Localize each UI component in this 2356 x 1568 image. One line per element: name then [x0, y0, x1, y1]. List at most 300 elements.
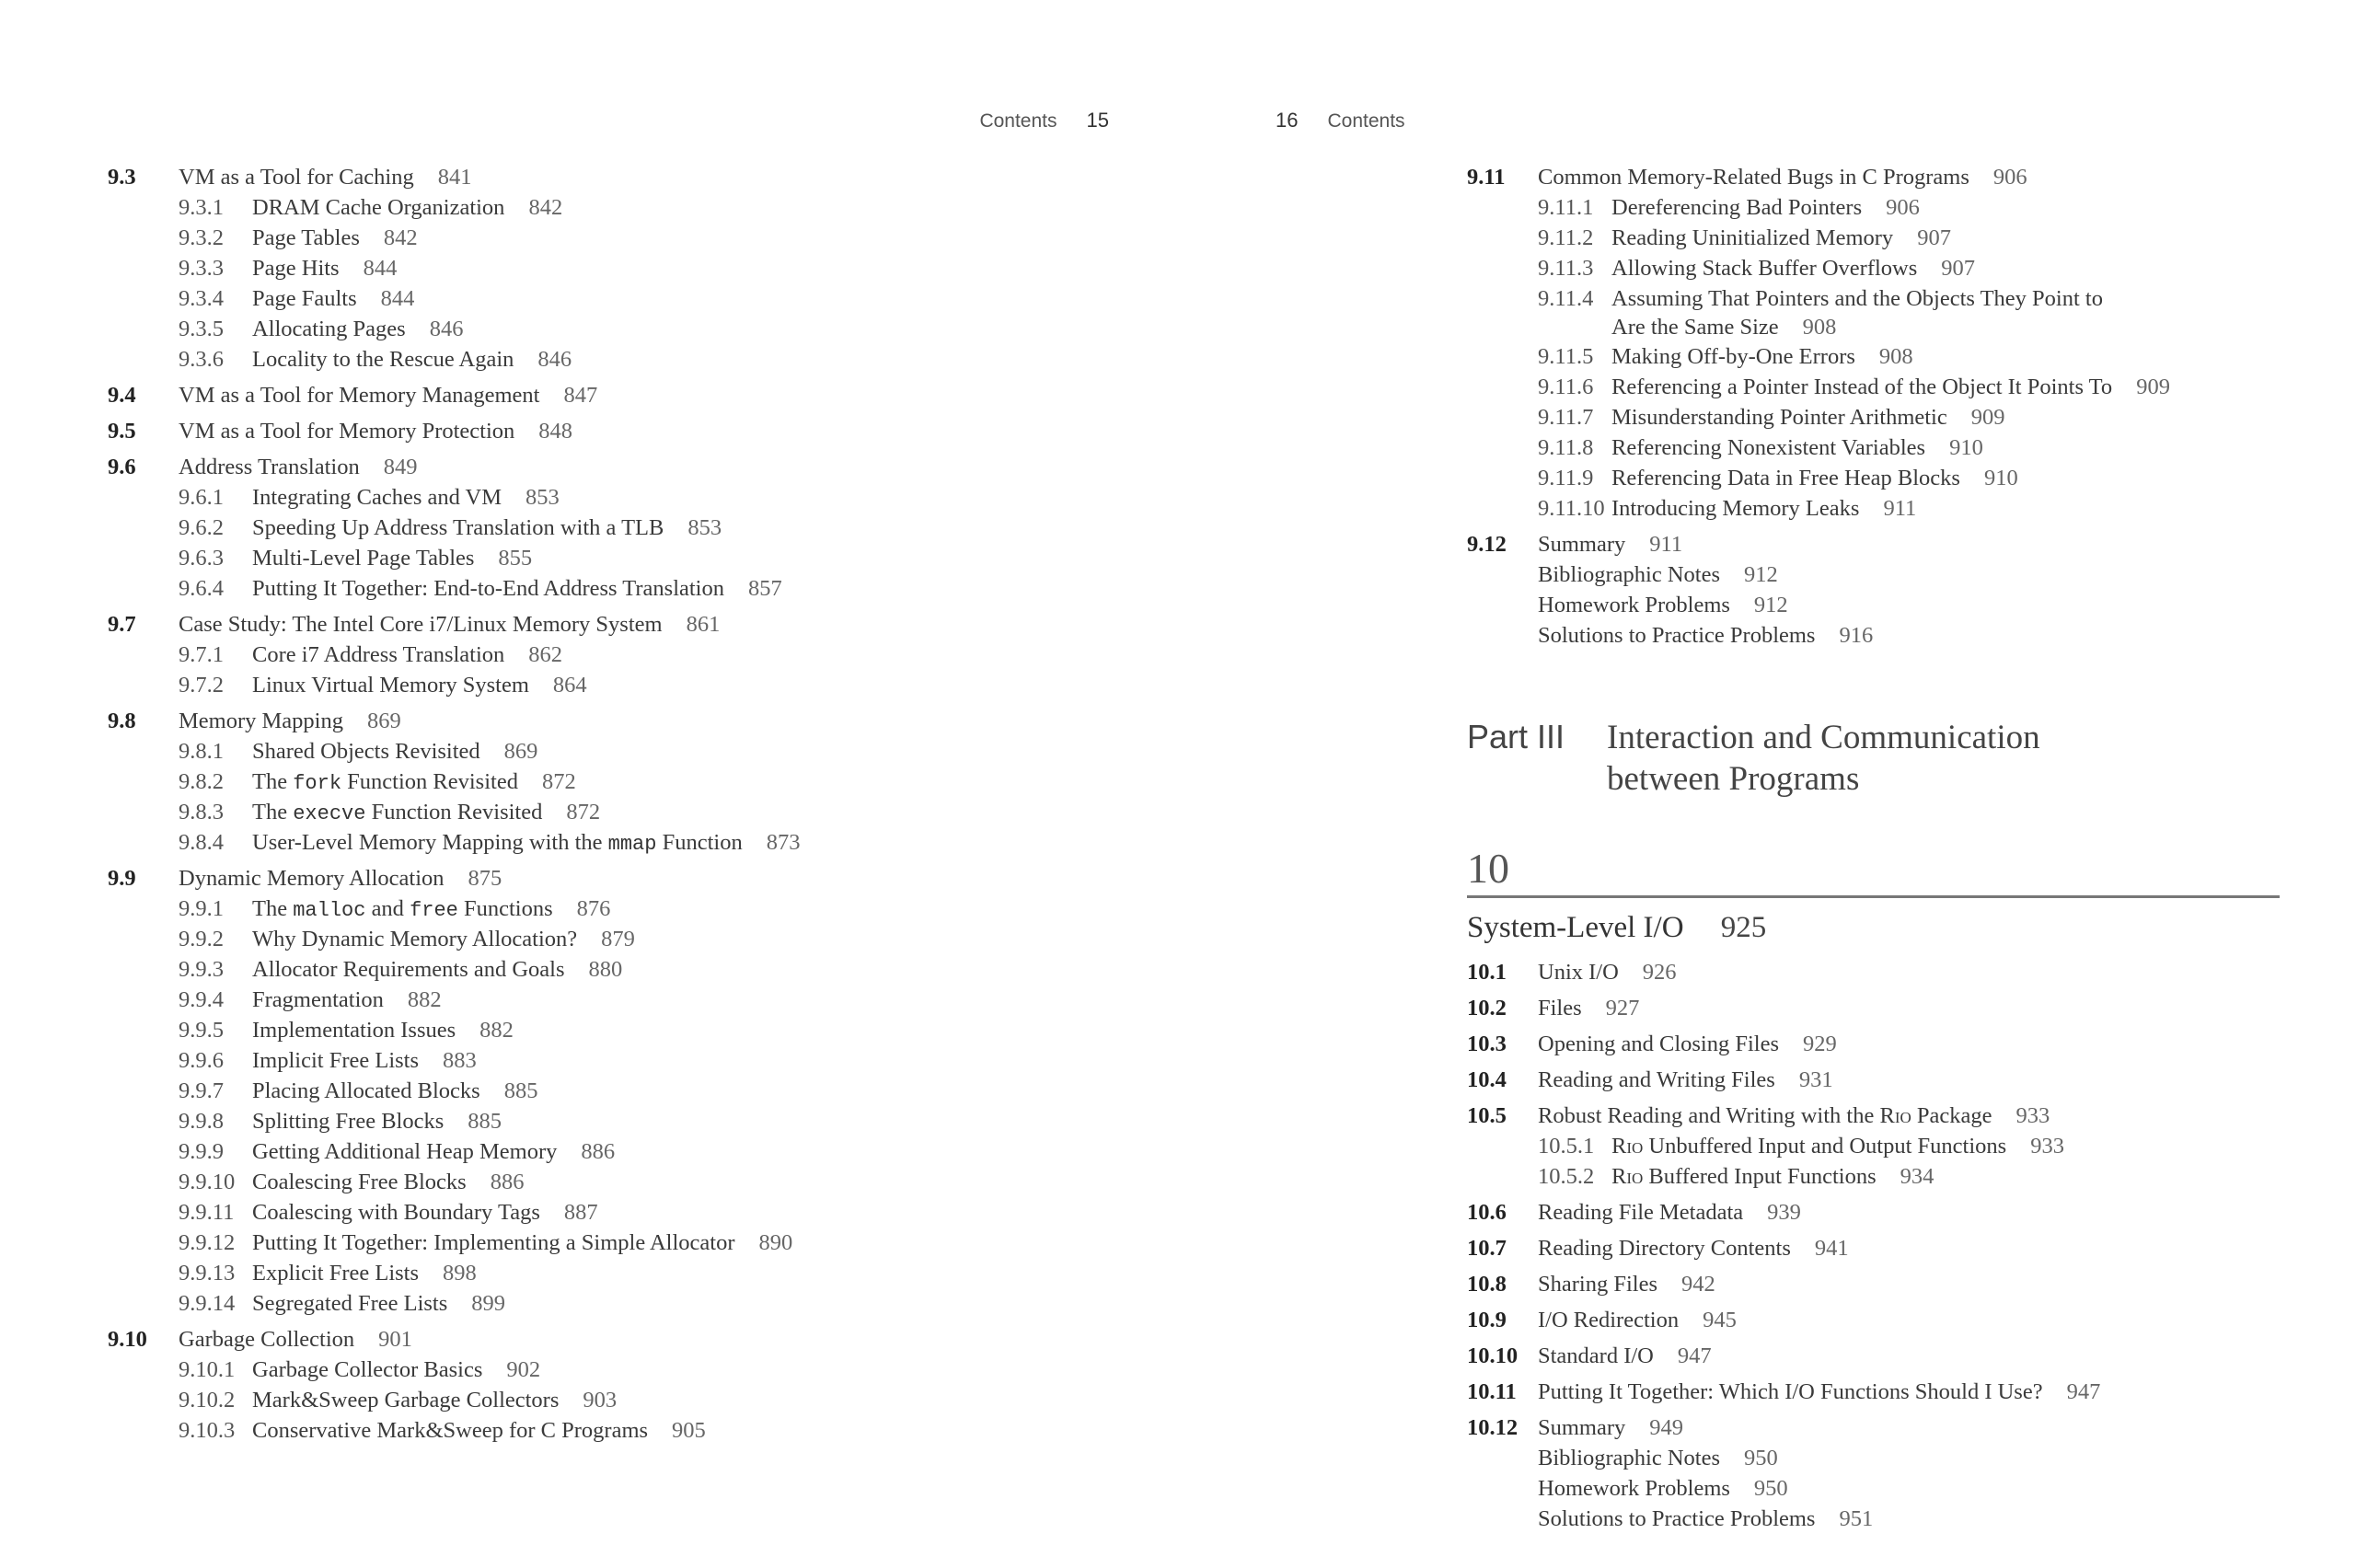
subsection-page: 882: [479, 1018, 514, 1043]
entry-title: Mark&Sweep Garbage Collectors: [252, 1388, 560, 1412]
subsection-page: 911: [1883, 496, 1917, 521]
entry-title: Bibliographic Notes: [1538, 562, 1721, 587]
toc-subsection[interactable]: [108, 797, 1120, 827]
toc-section[interactable]: [1467, 1341, 2295, 1371]
entry-title: Homework Problems: [1538, 593, 1730, 617]
section-title: Summary: [1538, 532, 1626, 557]
subsection-number: 9.3.6: [179, 347, 224, 372]
subsection-page: 902: [506, 1357, 541, 1382]
entry-title: Why Dynamic Memory Allocation?: [252, 927, 578, 951]
toc-section[interactable]: [108, 380, 1120, 410]
entry-title: Multi-Level Page Tables: [252, 546, 475, 571]
toc-subsection[interactable]: [108, 954, 1120, 985]
entry-title: User-Level Memory Mapping with the mmap Function: [252, 830, 743, 856]
subsection-page: 899: [471, 1291, 506, 1316]
toc-subsection[interactable]: [108, 640, 1120, 670]
subsection-number: 9.9.14: [179, 1291, 236, 1316]
toc-subsection[interactable]: [108, 1136, 1120, 1167]
subsection-page: 862: [528, 642, 563, 667]
entry-title: Garbage Collector Basics: [252, 1357, 483, 1382]
subsection-number: 9.9.12: [179, 1230, 236, 1255]
toc-extra[interactable]: [1467, 1443, 2295, 1473]
subsection-page: 908: [1802, 315, 1837, 340]
toc-extra[interactable]: [1467, 1504, 2295, 1534]
entry-title: Reading and Writing Files: [1538, 1067, 1775, 1092]
entry-title: Referencing Nonexistent Variables: [1611, 435, 1926, 460]
left-header-label: Contents: [979, 110, 1057, 132]
toc-subsection[interactable]: [108, 985, 1120, 1015]
subsection-number: 9.11.4: [1538, 286, 1594, 311]
toc-extra[interactable]: [1467, 1473, 2295, 1504]
chapter-title[interactable]: [1467, 909, 2295, 946]
toc-subsection[interactable]: [108, 513, 1120, 543]
subsection-page: 933: [2030, 1134, 2064, 1159]
part-title-line-2: between Programs: [1607, 760, 1860, 798]
entry-title: Rio Buffered Input Functions: [1611, 1164, 1877, 1189]
entry-title: Placing Allocated Blocks: [252, 1078, 480, 1103]
section-page: 911: [1649, 532, 1683, 557]
right-running-head: [1276, 109, 1405, 133]
section-page: 942: [1681, 1272, 1715, 1297]
subsection-number: 9.6.1: [179, 485, 224, 510]
subsection-page: 873: [766, 830, 801, 855]
toc-subsection[interactable]: [108, 1355, 1120, 1385]
entry-title: The execve Function Revisited: [252, 800, 543, 825]
toc-subsection[interactable]: [108, 1258, 1120, 1288]
entry-title: Robust Reading and Writing with the Rio Package: [1538, 1103, 1992, 1128]
subsection-number: 9.3.2: [179, 225, 224, 250]
extras-9-12: [1467, 559, 2295, 651]
toc-subsection[interactable]: [108, 283, 1120, 314]
subsection-number: 9.11.2: [1538, 225, 1594, 250]
entry-title: Address Translation: [179, 455, 360, 479]
subsection-number: 9.9.7: [179, 1078, 224, 1103]
toc-section[interactable]: [1467, 1305, 2295, 1335]
toc-subsection[interactable]: [108, 543, 1120, 573]
part-heading: [1467, 717, 2295, 800]
subsection-page: 883: [443, 1048, 477, 1073]
subsection-number: 9.6.3: [179, 546, 224, 571]
section-page: 869: [366, 709, 401, 733]
section-number: 9.10: [108, 1327, 147, 1352]
subsection-number: 9.3.5: [179, 317, 224, 341]
subsection-number: 9.6.4: [179, 576, 224, 601]
subsection-page: 876: [576, 896, 611, 921]
toc-subsection[interactable]: [108, 1167, 1120, 1197]
section-page: 947: [2066, 1379, 2101, 1404]
entry-title: Implicit Free Lists: [252, 1048, 419, 1073]
subsection-number: 9.9.13: [179, 1261, 236, 1286]
section-number: 10.9: [1467, 1308, 1507, 1332]
entry-title: Putting It Together: End-to-End Address Translation: [252, 576, 724, 601]
subsection-page: 905: [672, 1418, 706, 1443]
subsection-number: 9.10.1: [179, 1357, 236, 1382]
code-text: execve: [293, 802, 366, 825]
extra-page: 912: [1753, 593, 1788, 617]
entry-title: Putting It Together: Implementing a Simple Allocator: [252, 1230, 735, 1255]
subsection-number: 9.11.9: [1538, 466, 1594, 490]
subsection-number: 9.3.1: [179, 195, 224, 220]
entry-title: Reading Uninitialized Memory: [1611, 225, 1894, 250]
section-page: 929: [1803, 1032, 1837, 1056]
toc-subsection[interactable]: [108, 1045, 1120, 1076]
entry-title: Summary: [1538, 1415, 1626, 1440]
subsection-page: 907: [1941, 256, 1976, 281]
subsection-page: 872: [566, 800, 601, 824]
section-number: 9.5: [108, 419, 136, 444]
code-text: malloc: [293, 899, 366, 922]
subsection-number: 9.11.1: [1538, 195, 1594, 220]
entry-title: VM as a Tool for Memory Management: [179, 383, 540, 408]
section-number: 10.12: [1467, 1415, 1519, 1440]
toc-section[interactable]: [108, 609, 1120, 640]
subsection-number: 9.6.2: [179, 515, 224, 540]
toc-subsection[interactable]: [1467, 1161, 2295, 1192]
section-number: 9.6: [108, 455, 136, 479]
toc-section[interactable]: [1467, 993, 2295, 1023]
right-page: [1178, 0, 2356, 1568]
subsection-number: 9.9.10: [179, 1170, 236, 1194]
subsection-page: 853: [525, 485, 560, 510]
entry-title: Page Faults: [252, 286, 357, 311]
subsection-page: 882: [407, 987, 442, 1012]
toc-subsection[interactable]: [108, 924, 1120, 954]
chapter-page: 925: [1720, 911, 1767, 944]
toc-subsection[interactable]: [108, 1415, 1120, 1446]
entry-title: Bibliographic Notes: [1538, 1446, 1721, 1470]
toc-subsection[interactable]: [108, 767, 1120, 797]
entry-title: Shared Objects Revisited: [252, 739, 480, 764]
entry-title: Case Study: The Intel Core i7/Linux Memory System: [179, 612, 663, 637]
subsection-number: 9.7.2: [179, 673, 224, 698]
section-number: 10.5: [1467, 1103, 1507, 1128]
toc-subsection[interactable]: [1467, 223, 2295, 253]
entry-title: Making Off-by-One Errors: [1611, 344, 1855, 369]
subsection-page: 880: [588, 957, 623, 982]
subsection-page: 903: [583, 1388, 618, 1412]
chapter-10-sections: [1467, 957, 2295, 1534]
subsection-page: 846: [537, 347, 572, 372]
entry-title: Linux Virtual Memory System: [252, 673, 529, 698]
section-number: 10.11: [1467, 1379, 1517, 1404]
section-number: 10.10: [1467, 1343, 1519, 1368]
entry-title: Sharing Files: [1538, 1272, 1657, 1297]
entry-title: Putting It Together: Which I/O Functions Should I Use?: [1538, 1379, 2043, 1404]
toc-subsection[interactable]: [1467, 463, 2295, 493]
entry-title: Explicit Free Lists: [252, 1261, 419, 1286]
extra-page: 951: [1839, 1506, 1874, 1531]
toc-section[interactable]: [1467, 1197, 2295, 1228]
toc-section[interactable]: [1467, 162, 2295, 192]
toc-section[interactable]: [1467, 1233, 2295, 1263]
subsection-page: 885: [468, 1109, 502, 1134]
section-number: 9.7: [108, 612, 136, 637]
subsection-number: 9.9.1: [179, 896, 224, 921]
entry-title: VM as a Tool for Caching: [179, 165, 414, 190]
toc-subsection[interactable]: [1467, 402, 2295, 432]
subsection-number: 9.9.2: [179, 927, 224, 951]
toc-subsection[interactable]: [1467, 283, 2295, 314]
section-page: 941: [1814, 1236, 1849, 1261]
toc-subsection[interactable]: [108, 827, 1120, 858]
entry-title: The fork Function Revisited: [252, 769, 518, 795]
subsection-page: 844: [380, 286, 415, 311]
subsection-number: 9.9.8: [179, 1109, 224, 1134]
subsection-number: 9.9.9: [179, 1139, 224, 1164]
toc-section[interactable]: [1467, 1029, 2295, 1059]
subsection-number: 9.11.7: [1538, 405, 1594, 430]
entry-title: Splitting Free Blocks: [252, 1109, 445, 1134]
entry-title: DRAM Cache Organization: [252, 195, 505, 220]
subsection-page: 872: [541, 769, 576, 794]
right-page-number: 16: [1276, 109, 1299, 132]
toc-subsection[interactable]: [108, 736, 1120, 767]
section-page: 847: [563, 383, 598, 408]
subsections-9-11: [1467, 192, 2295, 524]
entry-title: Locality to the Rescue Again: [252, 347, 514, 372]
section-page: 949: [1649, 1415, 1684, 1440]
subsection-page: 886: [490, 1170, 525, 1194]
entry-title: Allocator Requirements and Goals: [252, 957, 565, 982]
entry-title: Rio Unbuffered Input and Output Functions: [1611, 1134, 2007, 1159]
section-number: 9.8: [108, 709, 136, 733]
toc-subsection[interactable]: [108, 482, 1120, 513]
subsection-number: 9.9.3: [179, 957, 224, 982]
left-page-number: 15: [1086, 109, 1109, 132]
subsection-number: 9.8.4: [179, 830, 224, 855]
toc-section[interactable]: [108, 416, 1120, 446]
entry-title: Integrating Caches and VM: [252, 485, 502, 510]
toc-subsection[interactable]: [108, 894, 1120, 924]
subsection-page: 910: [1983, 466, 2018, 490]
code-text: fork: [293, 772, 342, 795]
extra-page: 912: [1744, 562, 1778, 587]
toc-subsection[interactable]: [108, 1228, 1120, 1258]
section-number: 10.2: [1467, 996, 1507, 1020]
section-number: 10.4: [1467, 1067, 1507, 1092]
entry-title: Conservative Mark&Sweep for C Programs: [252, 1418, 649, 1443]
toc-subsection[interactable]: [108, 573, 1120, 604]
section-page: 906: [1992, 165, 2027, 190]
subsection-number: 9.10.2: [179, 1388, 236, 1412]
toc-subsection-continuation[interactable]: [1467, 314, 2295, 341]
section-page: 939: [1767, 1200, 1801, 1225]
section-page: 927: [1605, 996, 1640, 1020]
toc-section[interactable]: [1467, 1269, 2295, 1299]
entry-title: Allowing Stack Buffer Overflows: [1611, 256, 1918, 281]
toc-subsection[interactable]: [1467, 432, 2295, 463]
subsection-number: 9.7.1: [179, 642, 224, 667]
toc-subsection[interactable]: [1467, 192, 2295, 223]
section-page: 945: [1703, 1308, 1737, 1332]
toc-section[interactable]: [1467, 1412, 2295, 1443]
toc-section[interactable]: [1467, 1065, 2295, 1095]
section-page: 875: [468, 866, 502, 891]
entry-title: Getting Additional Heap Memory: [252, 1139, 558, 1164]
subsection-page: 910: [1949, 435, 1983, 460]
entry-title: Core i7 Address Translation: [252, 642, 505, 667]
section-number: 10.8: [1467, 1272, 1507, 1297]
subsection-number: 9.11.6: [1538, 375, 1594, 399]
toc-section[interactable]: [1467, 957, 2295, 987]
entry-title: Memory Mapping: [179, 709, 343, 733]
entry-title: Coalescing with Boundary Tags: [252, 1200, 540, 1225]
entry-title: Assuming That Pointers and the Objects They Point to: [1611, 286, 2103, 311]
subsection-page: 844: [363, 256, 398, 281]
subsection-number: 9.11.3: [1538, 256, 1594, 281]
section-number: 10.1: [1467, 960, 1507, 985]
subsection-page: 842: [383, 225, 418, 250]
code-text: mmap: [607, 833, 657, 856]
extra-page: 950: [1753, 1476, 1788, 1501]
section-page: 933: [2015, 1103, 2050, 1128]
entry-title: Implementation Issues: [252, 1018, 456, 1043]
subsection-page: 909: [2136, 375, 2170, 399]
entry-title: Misunderstanding Pointer Arithmetic: [1611, 405, 1947, 430]
toc-subsection[interactable]: [1467, 493, 2295, 524]
entry-title: Fragmentation: [252, 987, 384, 1012]
toc-section[interactable]: [108, 863, 1120, 894]
toc-subsection[interactable]: [1467, 1131, 2295, 1161]
section-number: 10.7: [1467, 1236, 1507, 1261]
section-number: 9.11: [1467, 165, 1506, 190]
left-running-head: [979, 109, 1109, 133]
toc-section[interactable]: [108, 706, 1120, 736]
chapter-title-text: System-Level I/O: [1467, 911, 1684, 944]
toc-subsection[interactable]: [108, 1015, 1120, 1045]
section-title: Common Memory-Related Bugs in C Programs: [1538, 165, 1969, 190]
entry-title: Garbage Collection: [179, 1327, 355, 1352]
toc-section[interactable]: [1467, 1377, 2295, 1407]
toc-section[interactable]: [108, 452, 1120, 482]
entry-title: Introducing Memory Leaks: [1611, 496, 1860, 521]
subsection-page: 879: [601, 927, 635, 951]
toc-subsection[interactable]: [1467, 253, 2295, 283]
entry-title: Referencing Data in Free Heap Blocks: [1611, 466, 1960, 490]
entry-title: VM as a Tool for Memory Protection: [179, 419, 515, 444]
subsection-page: 934: [1900, 1164, 1934, 1189]
entry-title: I/O Redirection: [1538, 1308, 1680, 1332]
toc-extra[interactable]: [1467, 590, 2295, 620]
subsection-page: 864: [552, 673, 587, 698]
smallcaps-text: Rio: [1611, 1164, 1644, 1189]
toc-subsection[interactable]: [1467, 341, 2295, 372]
subsection-page: 886: [581, 1139, 616, 1164]
section-page: 841: [437, 165, 472, 190]
entry-title: Segregated Free Lists: [252, 1291, 448, 1316]
section-page: 901: [378, 1327, 412, 1352]
subsection-page: 855: [498, 546, 533, 571]
entry-title: Reading Directory Contents: [1538, 1236, 1791, 1261]
entry-title: Referencing a Pointer Instead of the Object It Points To: [1611, 375, 2113, 399]
section-page: 849: [383, 455, 418, 479]
subsection-number: 9.9.4: [179, 987, 224, 1012]
subsection-page: 857: [748, 576, 782, 601]
subsection-number: 10.5.1: [1538, 1134, 1595, 1159]
section-number: 9.3: [108, 165, 136, 190]
toc-subsection[interactable]: [108, 1197, 1120, 1228]
section-number: 9.4: [108, 383, 136, 408]
extra-page: 950: [1744, 1446, 1778, 1470]
toc-section[interactable]: [1467, 1101, 2295, 1131]
toc-extra[interactable]: [1467, 620, 2295, 651]
subsection-page: 887: [563, 1200, 598, 1225]
subsection-page: 906: [1886, 195, 1920, 220]
section-number: 9.12: [1467, 532, 1507, 557]
subsection-number: 9.9.5: [179, 1018, 224, 1043]
entry-title: Reading File Metadata: [1538, 1200, 1744, 1225]
left-toc: [108, 162, 1120, 1446]
section-number: 9.9: [108, 866, 136, 891]
subsection-number: 9.11.8: [1538, 435, 1594, 460]
toc-subsection[interactable]: [108, 344, 1120, 375]
entry-title: Speeding Up Address Translation with a TLB: [252, 515, 664, 540]
toc-section[interactable]: [108, 1324, 1120, 1355]
toc-subsection[interactable]: [108, 1385, 1120, 1415]
toc-subsection[interactable]: [108, 1288, 1120, 1319]
subsection-page: 908: [1878, 344, 1913, 369]
toc-subsection[interactable]: [108, 223, 1120, 253]
section-page: 931: [1798, 1067, 1833, 1092]
entry-title: Opening and Closing Files: [1538, 1032, 1780, 1056]
subsection-number: 9.3.4: [179, 286, 224, 311]
entry-title: The malloc and free Functions: [252, 896, 553, 922]
subsection-number: 9.3.3: [179, 256, 224, 281]
toc-section[interactable]: [108, 162, 1120, 192]
subsection-number: 9.9.6: [179, 1048, 224, 1073]
subsection-page: 909: [1970, 405, 2005, 430]
subsection-number: 9.11.10: [1538, 496, 1605, 521]
part-label: Part III: [1467, 718, 1565, 755]
toc-subsection[interactable]: [108, 314, 1120, 344]
subsection-page: 853: [687, 515, 722, 540]
toc-subsection[interactable]: [108, 1106, 1120, 1136]
entry-title: Are the Same Size: [1611, 315, 1779, 340]
subsection-number: 9.9.11: [179, 1200, 235, 1225]
entry-title: Solutions to Practice Problems: [1538, 1506, 1816, 1531]
entry-title: Solutions to Practice Problems: [1538, 623, 1816, 648]
subsection-number: 9.8.3: [179, 800, 224, 824]
toc-section[interactable]: [1467, 529, 2295, 559]
extra-page: 916: [1839, 623, 1874, 648]
subsection-number: 9.8.1: [179, 739, 224, 764]
toc-subsection[interactable]: [108, 253, 1120, 283]
section-page: 861: [686, 612, 721, 637]
entry-title: Standard I/O: [1538, 1343, 1654, 1368]
toc-extra[interactable]: [1467, 559, 2295, 590]
entry-title: Unix I/O: [1538, 960, 1619, 985]
subsection-page: 907: [1917, 225, 1951, 250]
entry-title: Coalescing Free Blocks: [252, 1170, 467, 1194]
right-header-label: Contents: [1327, 110, 1405, 132]
subsection-number: 9.10.3: [179, 1418, 236, 1443]
toc-subsection[interactable]: [1467, 372, 2295, 402]
entry-title: Homework Problems: [1538, 1476, 1730, 1501]
toc-subsection[interactable]: [108, 670, 1120, 700]
toc-subsection[interactable]: [108, 192, 1120, 223]
section-page: 848: [538, 419, 573, 444]
smallcaps-text: Rio: [1879, 1103, 1911, 1128]
entry-title: Dereferencing Bad Pointers: [1611, 195, 1863, 220]
subsection-page: 885: [503, 1078, 538, 1103]
section-number: 10.6: [1467, 1200, 1507, 1225]
toc-subsection[interactable]: [108, 1076, 1120, 1106]
entry-title: Dynamic Memory Allocation: [179, 866, 445, 891]
smallcaps-text: Rio: [1611, 1134, 1644, 1159]
subsection-page: 898: [443, 1261, 477, 1286]
subsection-number: 9.11.5: [1538, 344, 1594, 369]
section-number: 10.3: [1467, 1032, 1507, 1056]
